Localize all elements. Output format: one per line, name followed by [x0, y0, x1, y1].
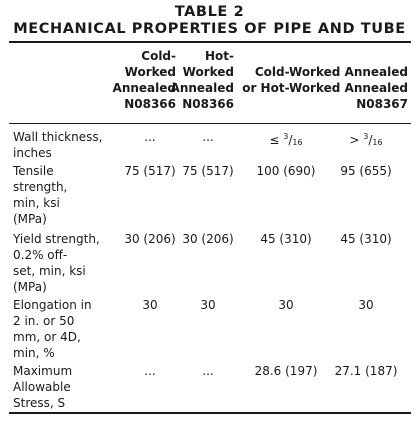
- label-line: set, min, ksi: [13, 264, 86, 278]
- row-label-yield-strength: [13, 231, 125, 295]
- row-label-elongation: [13, 297, 125, 361]
- fraction: [363, 133, 382, 147]
- label-line: Yield strength,: [13, 232, 100, 246]
- header-line: N08366: [182, 97, 234, 111]
- label-line: Allowable: [13, 380, 71, 394]
- label-line: strength,: [13, 180, 68, 194]
- table-cell: 75 (517): [182, 164, 234, 178]
- label-line: mm, or 4D,: [13, 330, 81, 344]
- row-label-tensile-strength: [13, 163, 125, 227]
- table-cell: 95 (655): [340, 164, 392, 178]
- table-cell-wall-gt: [327, 129, 405, 151]
- header-line: Cold-: [141, 49, 176, 63]
- header-line: Worked: [124, 65, 176, 79]
- table-title: MECHANICAL PROPERTIES OF PIPE AND TUBE: [13, 21, 406, 37]
- table-number: TABLE 2: [174, 4, 245, 20]
- table-cell: 30: [278, 298, 294, 312]
- table-cell: 75 (517): [124, 164, 176, 178]
- table-cell: 27.1 (187): [334, 364, 398, 378]
- label-line: Stress, S: [13, 396, 66, 410]
- table-cell: ...: [202, 130, 214, 144]
- label-line: Wall thickness,: [13, 130, 103, 144]
- table-cell: 100 (690): [256, 164, 316, 178]
- label-line: 0.2% off-: [13, 248, 68, 262]
- header-line: Cold-Worked Annealed: [254, 65, 408, 79]
- fraction: [283, 133, 302, 147]
- fraction-denominator: 16: [292, 138, 303, 147]
- label-line: Maximum: [13, 364, 73, 378]
- header-line: N08366: [124, 97, 176, 111]
- fraction-numerator: 3: [363, 132, 369, 141]
- table-cell: 30: [358, 298, 374, 312]
- table-cell: ...: [144, 130, 156, 144]
- label-line: Tensile: [13, 164, 54, 178]
- header-line: Worked: [182, 65, 234, 79]
- header-rule: [9, 123, 411, 124]
- table-cell: 30: [142, 298, 158, 312]
- column-header-hot-worked: [168, 48, 234, 112]
- header-line: or Hot-Worked Annealed: [242, 81, 408, 95]
- table-cell: 30: [200, 298, 216, 312]
- table-cell: 45 (310): [260, 232, 312, 246]
- header-line: Annealed: [112, 81, 176, 95]
- column-header-n08367: [236, 64, 408, 112]
- table-cell: 30 (206): [182, 232, 234, 246]
- label-line: 2 in. or 50: [13, 314, 75, 328]
- table-cell: 45 (310): [340, 232, 392, 246]
- label-line: inches: [13, 146, 52, 160]
- label-line: min, ksi: [13, 196, 60, 210]
- fraction-denominator: 16: [372, 138, 383, 147]
- header-line: Annealed: [170, 81, 234, 95]
- bottom-rule: [9, 412, 411, 414]
- fraction-numerator: 3: [283, 132, 289, 141]
- le-symbol: ≤: [269, 133, 280, 147]
- top-rule: [9, 41, 411, 43]
- table-cell: 28.6 (197): [254, 364, 318, 378]
- fraction-slash: /: [288, 133, 293, 147]
- table-cell: ...: [202, 364, 214, 378]
- label-line: Elongation in: [13, 298, 92, 312]
- label-line: (MPa): [13, 212, 47, 226]
- table-cell: ...: [144, 364, 156, 378]
- label-line: (MPa): [13, 280, 47, 294]
- header-line: N08367: [356, 97, 408, 111]
- header-line: Hot-: [204, 49, 234, 63]
- table-cell: 30 (206): [124, 232, 176, 246]
- fraction-slash: /: [368, 133, 373, 147]
- gt-symbol: >: [349, 133, 360, 147]
- table-cell-wall-le: [248, 129, 324, 151]
- row-label-maximum-allowable-stress: [13, 363, 125, 411]
- row-label-wall-thickness: [13, 129, 125, 161]
- label-line: min, %: [13, 346, 55, 360]
- column-header-cold-worked: [110, 48, 176, 112]
